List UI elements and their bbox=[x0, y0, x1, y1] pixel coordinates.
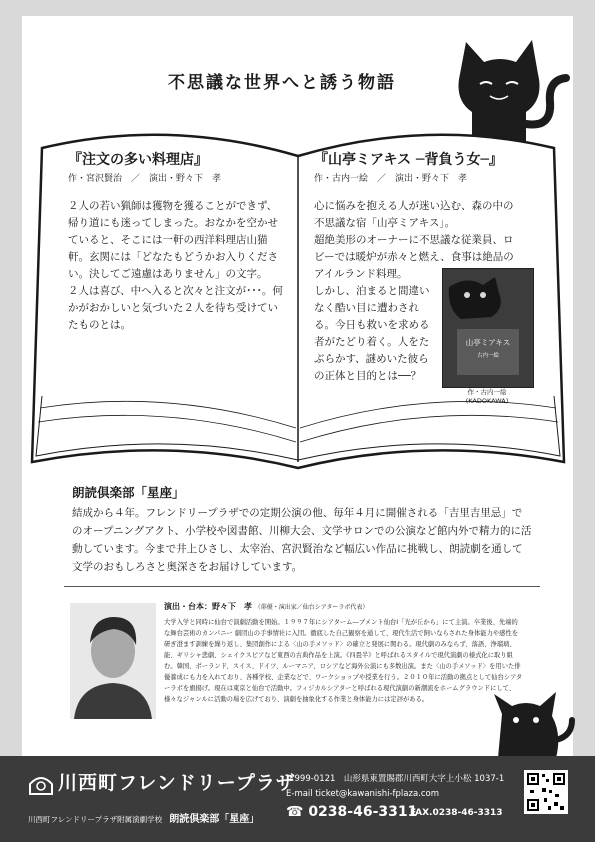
cover-caption-author: 作・古内一絵 bbox=[467, 388, 507, 396]
synopsis-paragraph: ２人の若い猟師は獲物を獲ることができず、帰り道にも迷ってしまった。おなかを空かせていると、そこには一軒の西洋料理店山猫軒。玄関には「どなたもどうかお入りください。決してご遠慮はありません」の文字。 bbox=[68, 200, 278, 280]
story-title: 『山亭ミアキス ─背負う女─』 bbox=[314, 152, 503, 168]
cover-caption-publisher: (KADOKAWA) bbox=[465, 397, 509, 405]
profile-heading bbox=[164, 601, 368, 612]
school-info bbox=[28, 810, 259, 825]
book-cover-art bbox=[443, 269, 533, 387]
club-title: 朗読倶楽部「星座」 bbox=[72, 485, 185, 500]
synopsis-paragraph: ２人は喜び、中へ入ると次々と注文が･･･。何かがおかしいと気づいた２人を待ち受けていたものとは。 bbox=[68, 285, 283, 331]
synopsis-paragraph: しかし、泊まると間違いなく酷い目に遭わされる。今日も救いを求める者がたどり着く。人をたぶらかす、謎めいた彼らの正体と目的とは──？ bbox=[314, 285, 430, 382]
telephone-number: ☎ 0238-46-3311 bbox=[286, 804, 418, 820]
synopsis-paragraph: 心に悩みを抱える人が迷い込む、森の中の不思議な宿「山亭ミアキス」。 bbox=[314, 200, 514, 229]
organization-name: 川西町フレンドリープラザ bbox=[58, 772, 296, 794]
story-title: 『注文の多い料理店』 bbox=[68, 152, 208, 168]
book-cover-caption bbox=[432, 388, 542, 406]
story-credit: 作・宮沢賢治 ／ 演出・野々下 孝 bbox=[68, 174, 222, 184]
director-portrait bbox=[70, 603, 156, 719]
black-cat-peeking-illustration bbox=[492, 684, 576, 758]
profile-biography: 大学入学と同時に仙台で演劇活動を開始。１９９７年にシアターム―ブメント仙台Ⅰ「光が丘から」にて主演。卒業後、先端的な舞台芸術のカンパニー 劇団山の手事情社に入団。徹底した自己観察を通して、現代生活で飼いならされた身体能力や感性を研ぎ澄ます訓練を繰り返し、集団創作による〈山の手メソッド〉の確立と発展に関わる。現代劇のみならず、落語、浄瑠璃、能、ギリシャ悲劇、シェイクスピアなど東西の古典作品を上演。《四畳半》と呼ばれるスタイルで現代演劇の様式化に取り組む。韓国、ポーランド、スイス、ドイツ、ルーマニア、ロシアなど海外公演にも多数出演。また〈山の手メソッド〉を用いた俳優養成にも力を入れており、各種学校、企業などで、ワークショップや授業を行う。２０１０年に活動の拠点として仙台シアターラボを旗揚げ。現在は東京と仙台で活動中。フィジカルシアターと呼ばれる現代演劇の新潮流をホームグラウンドにして、様々なジャンルに活動の場を広げており、演劇を抽象化する作業と身体能力には定評がある。 bbox=[164, 619, 523, 703]
portrait-image bbox=[70, 603, 156, 719]
cover-author: 古内一絵 bbox=[476, 353, 500, 359]
story-credit: 作・古内一絵 ／ 演出・野々下 孝 bbox=[314, 174, 468, 184]
profile-role: （俳優・演出家／仙台シアターラボ代表） bbox=[254, 604, 369, 611]
address-text: 〒999-0121 山形県東置賜郡川西町大字上小松 1037-1 bbox=[286, 774, 505, 784]
plaza-logo-icon bbox=[28, 772, 54, 796]
profile-name: 演出・台本：野々下 孝 bbox=[164, 602, 252, 611]
fax-number: FAX.0238-46-3313 bbox=[410, 808, 503, 818]
book-cover-image bbox=[442, 268, 534, 388]
qr-code bbox=[524, 770, 568, 814]
synopsis-paragraph: 超絶美形のオーナーに不思議な従業員、ロビーでは暖炉が赤々と燃え、食事は絶品のアイルランド料理。 bbox=[314, 234, 514, 280]
story-synopsis bbox=[68, 198, 286, 334]
club-description: 結成から４年。フレンドリープラザでの定期公演の他、毎年４月に開催される「吉里吉里忌」でのオープニングアクト、小学校や図書館、川柳大会、文学サロンでの公演など館内外で精力的に活動しています。今まで井上ひさし、太宰治、宮沢賢治など幅広い作品に挑戦し、朗読劇を通して文学のおもしろさと奥深さをお届けしています。 bbox=[72, 507, 532, 573]
cover-title: 山亭ミアキス bbox=[465, 338, 511, 347]
school-name: 川西町フレンドリープラザ附属演劇学校 bbox=[28, 815, 163, 824]
story-card-chumon bbox=[68, 152, 286, 334]
page-title: 不思議な世界へと誘う物語 bbox=[168, 73, 396, 93]
school-club-name: 朗読倶楽部「星座」 bbox=[169, 814, 260, 825]
email-text: E-mail ticket@kawanishi-fplaza.com bbox=[286, 789, 440, 799]
section-divider bbox=[64, 586, 540, 587]
